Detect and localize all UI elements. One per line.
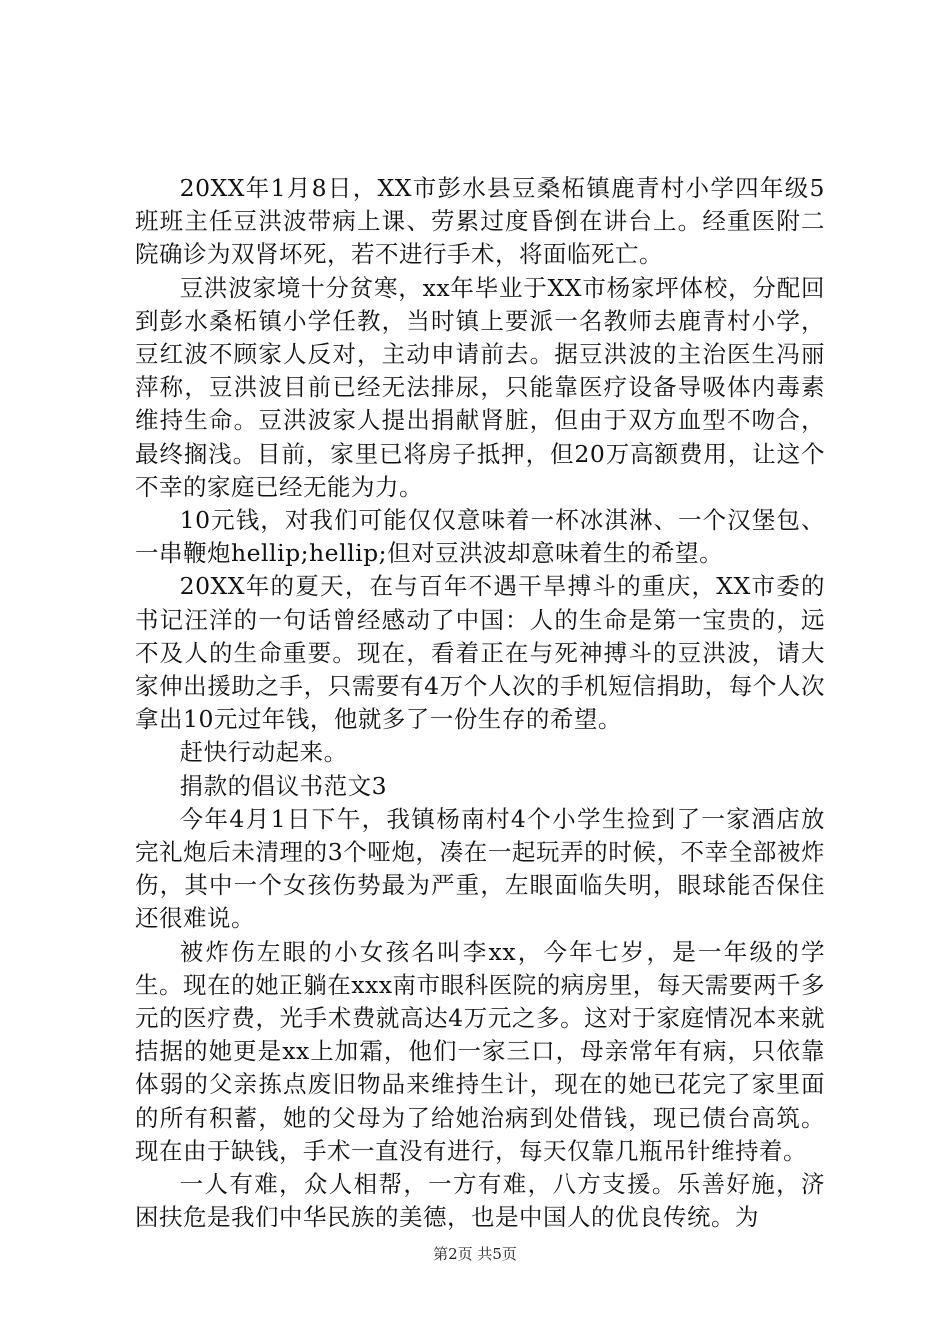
paragraph-7: 被炸伤左眼的小女孩名叫李xx，今年七岁，是一年级的学生。现在的她正躺在xxx南市眼科医院的病房里，每天需要两千多元的医疗费，光手术费就高达4万元之多。这对于家庭情况本来就拮据的她更是xx上加霜，他们一家三口，母亲常年有病，只依靠体弱的父亲拣点废旧物品来维持生计，现在的她已花完了家里面的所有积蓄，她的父母为了给她治病到处借钱，现已债台高筑。现在由于缺钱，手术一直没有进行，每天仅靠几瓶吊针维持着。 — [135, 937, 825, 1165]
paragraph-8: 一人有难，众人相帮，一方有难，八方支援。乐善好施，济困扶危是我们中华民族的美德，也是中国人的优良传统。为 — [135, 1170, 825, 1232]
page-footer — [0, 1244, 950, 1264]
paragraph-3: 10元钱，对我们可能仅仅意味着一杯冰淇淋、一个汉堡包、一串鞭炮hellip;hellip;但对豆洪波却意味着生的希望。 — [135, 506, 825, 568]
paragraph-4: 20XX年的夏天，在与百年不遇干旱搏斗的重庆，XX市委的书记汪洋的一句话曾经感动了中国：人的生命是第一宝贵的，远不及人的生命重要。现在，看着正在与死神搏斗的豆洪波，请大家伸出援助之手，只需要有4万个人次的手机短信捐助，每个人次拿出10元过年钱，他就多了一份生存的希望。 — [135, 572, 825, 734]
paragraph-1: 20XX年1月8日，XX市彭水县豆桑柘镇鹿青村小学四年级5班班主任豆洪波带病上课、劳累过度昏倒在讲台上。经重医附二院确诊为双肾坏死，若不进行手术，将面临死亡。 — [135, 174, 825, 269]
page-number: 第2页 共5页 — [433, 1245, 517, 1263]
document-body — [135, 172, 825, 1235]
section-heading: 捐款的倡议书范文3 — [179, 771, 388, 800]
paragraph-6: 今年4月1日下午，我镇杨南村4个小学生捡到了一家酒店放完礼炮后未清理的3个哑炮，凑在一起玩弄的时候，不幸全部被炸伤，其中一个女孩伤势最为严重，左眼面临失明，眼球能否保住还很难说。 — [135, 804, 825, 933]
paragraph-5: 赶快行动起来。 — [179, 738, 348, 767]
paragraph-2: 豆洪波家境十分贫寒，xx年毕业于XX市杨家坪体校，分配回到彭水桑柘镇小学任教，当时镇上要派一名教师去鹿青村小学，豆红波不顾家人反对，主动申请前去。据豆洪波的主治医生冯丽萍称，豆洪波目前已经无法排尿，只能靠医疗设备导吸体内毒素维持生命。豆洪波家人提出捐献肾脏，但由于双方血型不吻合，最终搁浅。目前，家里已将房子抵押，但20万高额费用，让这个不幸的家庭已经无能为力。 — [135, 273, 825, 501]
